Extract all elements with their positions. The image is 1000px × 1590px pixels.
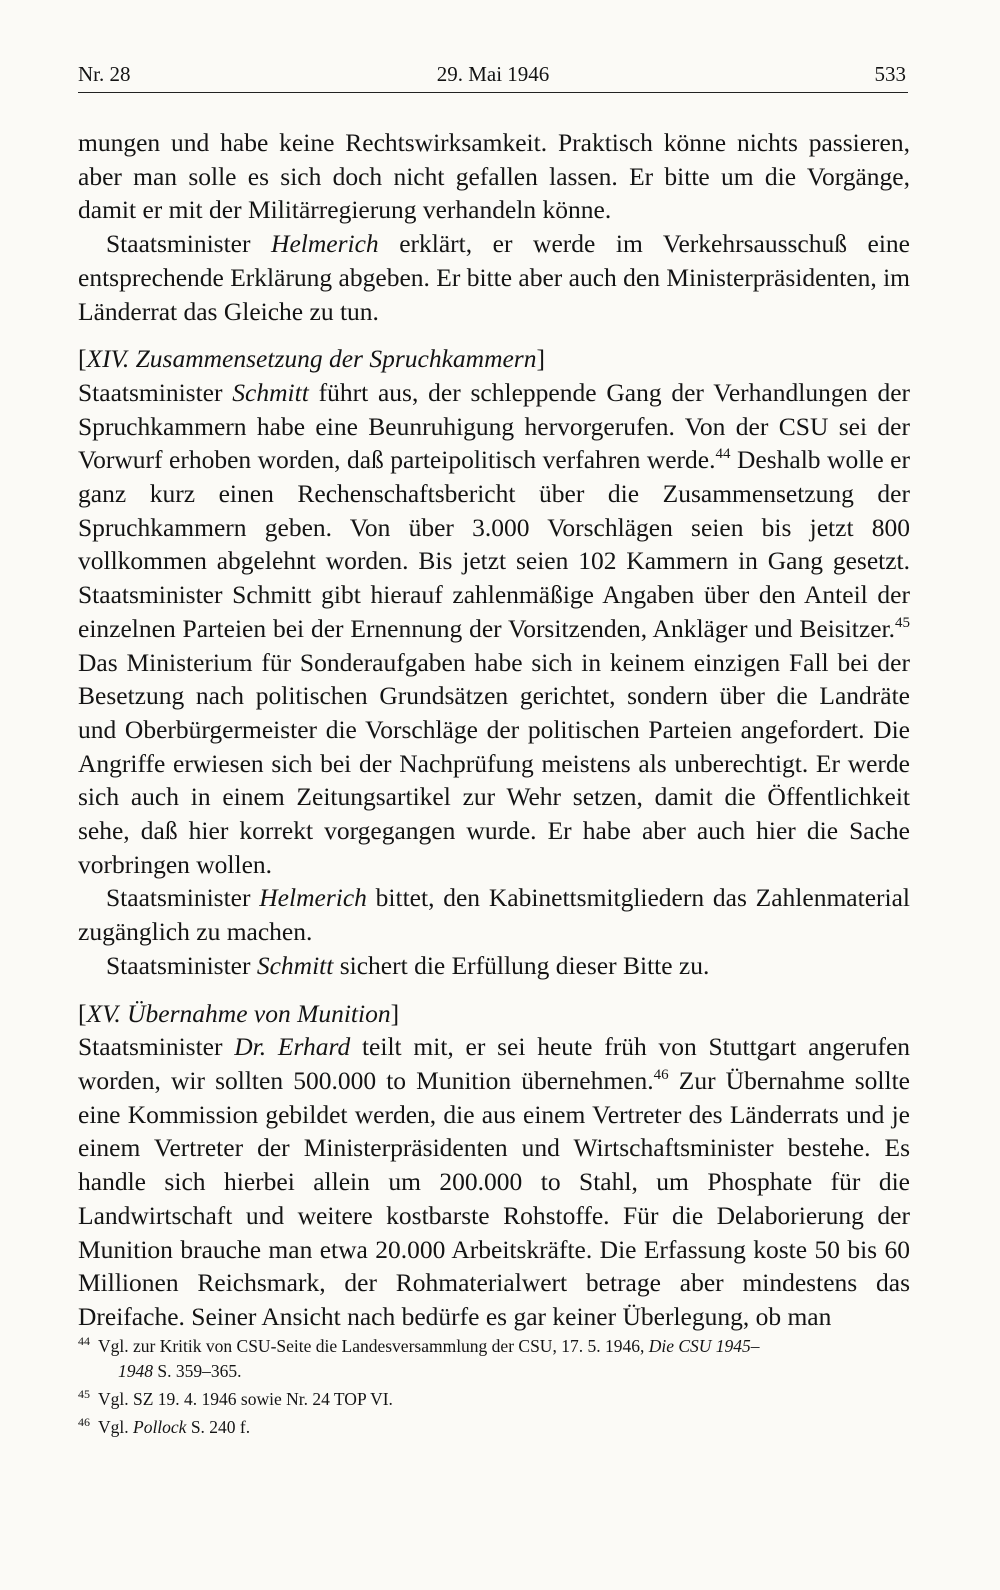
paragraph: Staatsminister Schmitt sichert die Erfüllung dieser Bitte zu.	[106, 950, 710, 980]
section-title: XIV. Zusammensetzung der Spruchkammern	[86, 344, 537, 374]
paragraph: Staatsminister Schmitt führt aus, der schleppende Gang der Verhandlungen der Spruchkammern habe eine Beunruhigung hervorgerufen. Von der CSU sei der Vorwurf erhoben worden, daß parteipolitisch verfahren werde.$^{44}$ Deshalb wolle er ganz kurz einen Rechenschaftsbericht über die Zusammensetzung der Spruchkammern geben. Von über 3.000 Vorschlägen seien bis jetzt 800 vollkommen abgelehnt worden. Bis jetzt seien 102 Kammern in Gang gesetzt. Staatsminister Schmitt gibt hierauf zahlenmäßige Angaben über den Anteil der einzelnen Parteien bei der Ernennung der Vorsitzenden, Ankläger und Beisitzer.$^{45}$ Das Ministerium für Sonderaufgaben habe sich in keinem einzigen Fall bei der Besetzung nach politischen Grundsätzen gerichtet, sondern über die Landräte und Oberbürgermeister die Vorschläge der politischen Parteien angefordert. Die Angriffe erwiesen sich bei der Nachprüfung meistens als unberechtigt. Er werde sich auch in einem Zeitungsartikel zur Wehr setzen, damit die Öffentlichkeit sehe, daß hier korrekt vorgegangen wurde. Er habe aber auch hier die Sache vorbringen wollen.	[78, 377, 911, 879]
footnote: $^{45}$ Vgl. SZ 19. 4. 1946 sowie Nr. 24 TOP VI.	[78, 1387, 393, 1409]
paragraph: mungen und habe keine Rechtswirksamkeit. Praktisch könne nichts passieren, aber man solle es sich doch nicht gefallen lassen. Er bitte um die Vorgänge, damit er mit der Militärregierung verhandeln könne.	[78, 128, 910, 225]
speaker-name: Helmerich	[271, 229, 379, 259]
footnote: $^{46}$ Vgl. Pollock S. 240 f.	[78, 1415, 251, 1437]
footnote-ref: 46	[653, 1066, 669, 1083]
footnotes	[78, 1334, 910, 1443]
page-number: 533	[874, 62, 906, 86]
paragraph: Staatsminister Helmerich bittet, den Kabinettsmitgliedern das Zahlenmaterial zugänglich zu machen.	[78, 883, 910, 947]
footnote-number: 45	[78, 1387, 90, 1401]
paragraph: Staatsminister Dr. Erhard teilt mit, er sei heute früh von Stuttgart angerufen worden, wir sollten 500.000 to Munition übernehmen.$^{46}$ Zur Übernahme sollte eine Kommission gebildet werden, die aus einem Vertreter des Länderrats und je einem Vertreter der Ministerpräsidenten und Wirtschaftsminister bestehe. Es handle sich hierbei allein um 200.000 to Stahl, um Phosphate für die Landwirtschaft und weitere kostbarste Rohstoffe. Für die Delaborierung der Munition brauche man etwa 20.000 Arbeitskräfte. Die Erfassung koste 50 bis 60 Millionen Reichsmark, der Rohmaterialwert betrage aber mindestens das Dreifache. Seiner Ansicht nach bedürfe es gar keiner Überlegung, ob man	[78, 1032, 911, 1331]
section-heading: [XIV. Zusammensetzung der Spruchkammern]	[78, 344, 545, 374]
footnote: $^{44}$ Vgl. zur Kritik von CSU-Seite die Landesversammlung der CSU, 17. 5. 1946, Die CSU 1945– 1948 S. 359–365.	[78, 1334, 760, 1381]
section-heading: [XV. Übernahme von Munition]	[78, 998, 400, 1028]
header-date: 29. Mai 1946	[436, 62, 550, 86]
paragraph: Staatsminister Helmerich erklärt, er werde im Verkehrsausschuß eine entsprechende Erklärung abgeben. Er bitte aber auch den Ministerpräsidenten, im Länderrat das Gleiche zu tun.	[78, 229, 911, 326]
footnote-ref: 45	[895, 614, 910, 631]
running-header	[78, 62, 908, 93]
speaker-name: Dr. Erhard	[234, 1032, 351, 1062]
speaker-name: Schmitt	[232, 377, 309, 407]
speaker-name: Helmerich	[259, 883, 367, 913]
speaker-name: Schmitt	[256, 950, 334, 980]
body-text	[78, 126, 910, 1334]
footnote-number: 46	[78, 1415, 90, 1429]
footnote-ref: 44	[715, 446, 731, 463]
section-title: XV. Übernahme von Munition	[86, 998, 391, 1028]
footnote-number: 44	[78, 1334, 90, 1348]
document-number: Nr. 28	[78, 62, 131, 86]
